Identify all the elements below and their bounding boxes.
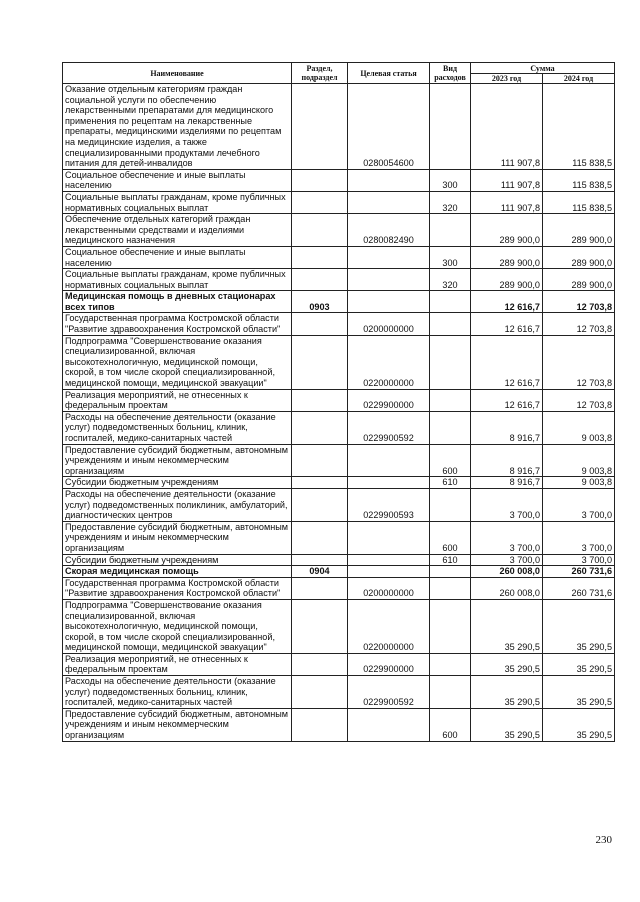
cell-sum-2023: 3 700,0 (471, 521, 543, 554)
cell-sum-2024: 12 703,8 (543, 291, 615, 313)
header-name: Наименование (63, 63, 292, 84)
cell-section (292, 169, 348, 191)
cell-name: Расходы на обеспечение деятельности (оказание услуг) подведомственных поликлиник, амбулаторий, диагностических центров (63, 488, 292, 521)
cell-kind: 320 (430, 269, 471, 291)
header-kind: Вид расходов (430, 63, 471, 84)
cell-section: 0903 (292, 291, 348, 313)
cell-section (292, 521, 348, 554)
table-row (63, 566, 615, 578)
cell-name: Социальное обеспечение и иные выплаты населению (63, 246, 292, 268)
table-header (63, 63, 615, 84)
table-row (63, 169, 615, 191)
cell-name: Обеспечение отдельных категорий граждан лекарственными средствами и изделиями медицинского назначения (63, 214, 292, 247)
table-row (63, 291, 615, 313)
cell-sum-2023: 12 616,7 (471, 335, 543, 389)
cell-sum-2024: 35 290,5 (543, 708, 615, 741)
cell-sum-2024: 35 290,5 (543, 676, 615, 709)
cell-kind (430, 566, 471, 578)
cell-sum-2023: 289 900,0 (471, 246, 543, 268)
cell-target (348, 169, 430, 191)
cell-kind (430, 577, 471, 599)
cell-name: Подпрограмма "Совершенствование оказания специализированной, включая высокотехнологичную, медицинской помощи, скорой, в том числе скорой специализированной, медицинской помощи, медицинской эвакуации" (63, 599, 292, 653)
cell-sum-2023: 8 916,7 (471, 477, 543, 489)
cell-sum-2023: 111 907,8 (471, 191, 543, 213)
cell-sum-2024: 35 290,5 (543, 599, 615, 653)
cell-section (292, 191, 348, 213)
table-row (63, 313, 615, 335)
cell-target: 0229900592 (348, 676, 430, 709)
cell-sum-2023: 111 907,8 (471, 84, 543, 170)
cell-sum-2023: 8 916,7 (471, 411, 543, 444)
cell-section (292, 708, 348, 741)
cell-name: Медицинская помощь в дневных стационарах всех типов (63, 291, 292, 313)
cell-sum-2023: 111 907,8 (471, 169, 543, 191)
table-row (63, 444, 615, 477)
cell-target (348, 566, 430, 578)
table-row (63, 246, 615, 268)
cell-kind: 320 (430, 191, 471, 213)
cell-kind: 600 (430, 708, 471, 741)
header-sum: Сумма (471, 63, 615, 74)
cell-kind: 610 (430, 554, 471, 566)
cell-kind (430, 335, 471, 389)
cell-kind (430, 599, 471, 653)
cell-sum-2024: 3 700,0 (543, 488, 615, 521)
table-row (63, 269, 615, 291)
budget-table (62, 62, 615, 742)
cell-section (292, 653, 348, 675)
cell-target: 0229900000 (348, 389, 430, 411)
cell-sum-2023: 3 700,0 (471, 488, 543, 521)
cell-name: Предоставление субсидий бюджетным, автономным учреждениям и иным некоммерческим организациям (63, 444, 292, 477)
header-year-2023: 2023 год (471, 74, 543, 84)
cell-section (292, 577, 348, 599)
cell-kind (430, 653, 471, 675)
cell-target (348, 554, 430, 566)
cell-kind (430, 411, 471, 444)
header-year-2024: 2024 год (543, 74, 615, 84)
cell-target (348, 521, 430, 554)
cell-name: Социальные выплаты гражданам, кроме публичных нормативных социальных выплат (63, 269, 292, 291)
cell-name: Реализация мероприятий, не отнесенных к федеральным проектам (63, 389, 292, 411)
cell-kind (430, 214, 471, 247)
header-section: Раздел, подраздел (292, 63, 348, 84)
cell-target: 0200000000 (348, 313, 430, 335)
cell-section (292, 335, 348, 389)
cell-target: 0229900000 (348, 653, 430, 675)
cell-target: 0220000000 (348, 335, 430, 389)
cell-section (292, 389, 348, 411)
cell-sum-2024: 289 900,0 (543, 269, 615, 291)
cell-name: Субсидии бюджетным учреждениям (63, 477, 292, 489)
table-row (63, 335, 615, 389)
table-row (63, 521, 615, 554)
cell-sum-2023: 35 290,5 (471, 653, 543, 675)
cell-kind (430, 313, 471, 335)
cell-sum-2024: 9 003,8 (543, 411, 615, 444)
cell-sum-2023: 35 290,5 (471, 599, 543, 653)
cell-sum-2023: 12 616,7 (471, 291, 543, 313)
cell-name: Предоставление субсидий бюджетным, автономным учреждениям и иным некоммерческим организациям (63, 521, 292, 554)
cell-target (348, 708, 430, 741)
cell-sum-2024: 115 838,5 (543, 84, 615, 170)
cell-sum-2024: 35 290,5 (543, 653, 615, 675)
cell-name: Государственная программа Костромской области "Развитие здравоохранения Костромской области" (63, 313, 292, 335)
cell-name: Социальные выплаты гражданам, кроме публичных нормативных социальных выплат (63, 191, 292, 213)
cell-sum-2024: 9 003,8 (543, 477, 615, 489)
cell-section (292, 411, 348, 444)
table-row (63, 488, 615, 521)
cell-section (292, 84, 348, 170)
cell-sum-2023: 8 916,7 (471, 444, 543, 477)
table-row (63, 676, 615, 709)
table-row (63, 214, 615, 247)
cell-name: Расходы на обеспечение деятельности (оказание услуг) подведомственных больниц, клиник, госпиталей, медико-санитарных частей (63, 676, 292, 709)
cell-sum-2024: 260 731,6 (543, 566, 615, 578)
cell-target (348, 246, 430, 268)
cell-sum-2023: 289 900,0 (471, 214, 543, 247)
cell-target: 0229900593 (348, 488, 430, 521)
cell-sum-2023: 12 616,7 (471, 389, 543, 411)
cell-sum-2024: 12 703,8 (543, 389, 615, 411)
cell-target: 0200000000 (348, 577, 430, 599)
cell-name: Оказание отдельным категориям граждан социальной услуги по обеспечению лекарственными препаратами для медицинского применения по рецептам на лекарственные препараты, медицинскими изделиями по рецептам на медицинские изделия, а также специализированными продуктами лечебного питания для детей-инвалидов (63, 84, 292, 170)
cell-kind (430, 488, 471, 521)
cell-sum-2024: 260 731,6 (543, 577, 615, 599)
cell-target: 0220000000 (348, 599, 430, 653)
cell-kind: 300 (430, 246, 471, 268)
cell-sum-2023: 260 008,0 (471, 566, 543, 578)
cell-section (292, 477, 348, 489)
cell-kind (430, 291, 471, 313)
table-row (63, 599, 615, 653)
cell-sum-2023: 289 900,0 (471, 269, 543, 291)
cell-sum-2023: 3 700,0 (471, 554, 543, 566)
cell-section: 0904 (292, 566, 348, 578)
cell-name: Подпрограмма "Совершенствование оказания специализированной, включая высокотехнологичную, медицинской помощи, скорой, в том числе скорой специализированной, медицинской помощи, медицинской эвакуации" (63, 335, 292, 389)
cell-section (292, 599, 348, 653)
cell-name: Предоставление субсидий бюджетным, автономным учреждениям и иным некоммерческим организациям (63, 708, 292, 741)
cell-section (292, 444, 348, 477)
table-row (63, 653, 615, 675)
table-row (63, 554, 615, 566)
cell-section (292, 554, 348, 566)
cell-name: Субсидии бюджетным учреждениям (63, 554, 292, 566)
cell-target (348, 444, 430, 477)
cell-kind: 300 (430, 169, 471, 191)
cell-sum-2024: 289 900,0 (543, 246, 615, 268)
cell-kind (430, 84, 471, 170)
cell-name: Реализация мероприятий, не отнесенных к федеральным проектам (63, 653, 292, 675)
cell-sum-2023: 35 290,5 (471, 708, 543, 741)
cell-target (348, 477, 430, 489)
cell-name: Скорая медицинская помощь (63, 566, 292, 578)
table-body (63, 84, 615, 742)
cell-target (348, 269, 430, 291)
cell-kind: 600 (430, 521, 471, 554)
cell-sum-2024: 12 703,8 (543, 335, 615, 389)
table-row (63, 389, 615, 411)
cell-target: 0280054600 (348, 84, 430, 170)
cell-target: 0229900592 (348, 411, 430, 444)
cell-sum-2024: 9 003,8 (543, 444, 615, 477)
cell-kind: 610 (430, 477, 471, 489)
table-row (63, 411, 615, 444)
table-row (63, 191, 615, 213)
cell-kind (430, 676, 471, 709)
table-row (63, 577, 615, 599)
cell-target (348, 191, 430, 213)
cell-sum-2023: 12 616,7 (471, 313, 543, 335)
cell-sum-2024: 12 703,8 (543, 313, 615, 335)
cell-kind (430, 389, 471, 411)
cell-name: Государственная программа Костромской области "Развитие здравоохранения Костромской области" (63, 577, 292, 599)
page-number: 230 (595, 834, 612, 846)
cell-sum-2024: 3 700,0 (543, 521, 615, 554)
cell-name: Расходы на обеспечение деятельности (оказание услуг) подведомственных больниц, клиник, госпиталей, медико-санитарных частей (63, 411, 292, 444)
cell-section (292, 246, 348, 268)
table-row (63, 477, 615, 489)
cell-sum-2024: 115 838,5 (543, 191, 615, 213)
cell-sum-2024: 289 900,0 (543, 214, 615, 247)
cell-section (292, 313, 348, 335)
cell-section (292, 676, 348, 709)
cell-target (348, 291, 430, 313)
cell-name: Социальное обеспечение и иные выплаты населению (63, 169, 292, 191)
cell-section (292, 488, 348, 521)
cell-sum-2024: 3 700,0 (543, 554, 615, 566)
cell-sum-2023: 260 008,0 (471, 577, 543, 599)
cell-sum-2024: 115 838,5 (543, 169, 615, 191)
cell-target: 0280082490 (348, 214, 430, 247)
table-row (63, 708, 615, 741)
cell-section (292, 214, 348, 247)
table-row (63, 84, 615, 170)
header-target: Целевая статья (348, 63, 430, 84)
cell-section (292, 269, 348, 291)
cell-sum-2023: 35 290,5 (471, 676, 543, 709)
cell-kind: 600 (430, 444, 471, 477)
